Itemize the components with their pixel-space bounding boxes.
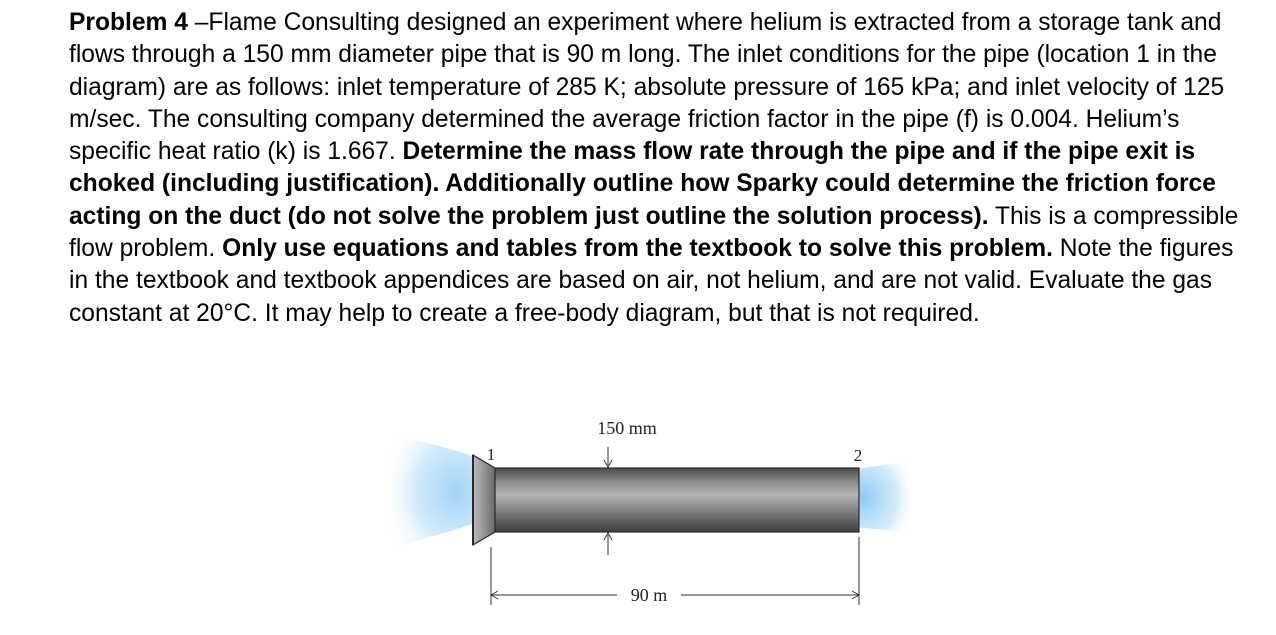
problem-task: Determine the mass flow rate through the pipe and if the pipe exit is choked (including justification). Additionally outline how Sparky could determine the friction force acting on the duct (do not solve the problem just outline the solution process).	[69, 138, 1216, 230]
problem-heading: Problem 4	[69, 9, 188, 36]
problem-intro: –Flame Consulting designed an experiment where helium is extracted from a storage tank and flows through a 150 mm diameter pipe that is 90 m long. The inlet conditions for the pipe (location 1 in the diagram) are as follows: inlet temperature of 285 K; absolute pressure of 165 kPa; and inlet velocity of 125 m/sec. The consulting company determined the average friction factor in the pipe (f) is 0.004. Helium’s specific heat ratio (k) is 1.667.	[69, 9, 1225, 166]
problem-statement	[69, 7, 1259, 330]
inlet-flange	[473, 455, 495, 545]
pipe-diagram-svg	[375, 405, 935, 630]
problem-closing: Note the figures in the textbook and textbook appendices are based on air, not helium, and are not valid. Evaluate the gas constant at 20°C. It may help to create a free-body diagram, but that is not required.	[69, 235, 1234, 327]
outlet-flow	[855, 461, 915, 533]
pipe-body	[493, 468, 859, 532]
length-label: 90 m	[630, 585, 668, 605]
inlet-flow	[380, 433, 475, 550]
problem-middle: This is a compressible flow problem.	[69, 202, 1239, 263]
problem-instruction: Only use equations and tables from the textbook to solve this problem.	[222, 235, 1053, 263]
inlet-label: 1	[486, 445, 496, 464]
diameter-label: 150 mm	[597, 418, 657, 438]
outlet-label: 2	[853, 446, 863, 465]
pipe-diagram	[375, 405, 935, 630]
